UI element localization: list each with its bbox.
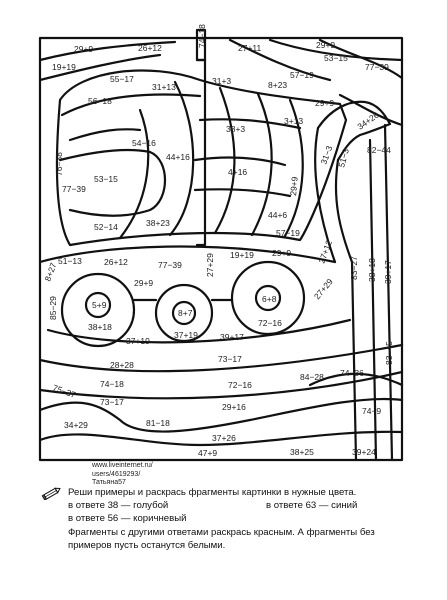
label: 72−16 [258, 318, 282, 328]
label: 53−15 [324, 53, 348, 63]
instruction-line: Реши примеры и раскрась фрагменты картинки в нужные цвета. [68, 487, 357, 498]
label: 4+16 [228, 167, 248, 177]
label: 74−9 [362, 406, 382, 416]
label: 83−27 [349, 256, 359, 280]
label: 27+29 [205, 253, 215, 277]
instructions [46, 486, 441, 552]
label: 52−14 [94, 222, 118, 232]
label: 74−36 [340, 368, 364, 378]
label: 26+12 [104, 257, 128, 267]
rule-brown: в ответе 56 — коричневый [68, 513, 187, 525]
label: 74−18 [100, 379, 124, 389]
instruction-line: Фрагменты с другими ответами раскрась красным. А фрагменты без [68, 526, 375, 538]
right-col-1 [352, 262, 356, 460]
label: 85−29 [48, 296, 58, 320]
shield-left-outer [62, 274, 134, 346]
label: 5+9 [92, 300, 107, 310]
label: 38+18 [88, 322, 112, 332]
sail-curve-2 [70, 129, 140, 140]
label: 26+12 [138, 43, 162, 53]
label: 31−3 [318, 144, 335, 166]
label: 77−39 [365, 62, 389, 72]
rule-dark-blue: в ответе 63 — синий [266, 500, 358, 512]
label: 19+19 [230, 250, 254, 260]
label: 83−45 [384, 341, 394, 365]
label: 44+6 [268, 210, 288, 220]
label: 28+28 [110, 360, 134, 370]
label: 73−17 [100, 397, 124, 407]
label: 57−19 [290, 70, 314, 80]
label: 81−18 [146, 418, 170, 428]
label: 54−16 [132, 138, 156, 148]
label: 77−39 [158, 260, 182, 270]
label: 84−28 [300, 372, 324, 382]
label: 51−13 [58, 256, 82, 266]
label: 38+18 [367, 258, 377, 282]
label: 29+9 [134, 278, 154, 288]
label: 27+29 [311, 276, 335, 302]
sail-curve-1 [62, 94, 200, 115]
label: 34+26 [355, 109, 381, 132]
label: 6+8 [262, 294, 277, 304]
label: 39+24 [352, 447, 376, 457]
label: 38+23 [146, 218, 170, 228]
label: 51−3 [336, 147, 351, 169]
label: 76−38 [54, 152, 64, 176]
label: 31+3 [212, 76, 232, 86]
color-rules-row [46, 499, 441, 512]
label: 44+16 [166, 152, 190, 162]
label: 73−17 [218, 354, 242, 364]
label: 55−17 [110, 74, 134, 84]
label: 29+9 [315, 98, 335, 108]
credit-text [92, 462, 153, 488]
label: 8+7 [178, 308, 193, 318]
label: 8+23 [268, 80, 288, 90]
label: 82−44 [367, 145, 391, 155]
label: 37+26 [212, 433, 236, 443]
label: 29+9 [272, 248, 292, 258]
label: 29+9 [316, 40, 336, 50]
label: 75−37 [51, 382, 78, 401]
label: 29+9 [288, 176, 300, 197]
wave-1 [40, 399, 402, 432]
credit-line: Татьяна57 [92, 479, 126, 486]
label: 39+17 [383, 260, 393, 284]
right-col-3 [385, 125, 392, 460]
label: 29+9 [74, 44, 94, 54]
instruction-line: примеров пусть останутся белыми. [68, 539, 226, 551]
label: 74−18 [197, 24, 207, 48]
label: 3+13 [284, 116, 304, 126]
label: 38+3 [226, 124, 246, 134]
label: 38+25 [290, 447, 314, 457]
mast-lower [197, 60, 205, 245]
credit-line: users/4619293/ [92, 470, 141, 478]
label: 47+9 [198, 448, 218, 458]
label: 34+29 [64, 420, 88, 430]
label: 39+17 [220, 332, 244, 342]
label: 57−19 [276, 228, 300, 238]
label: 8+27 [42, 261, 59, 283]
sail-curve-10 [195, 189, 290, 196]
label: 27+12 [316, 238, 335, 265]
credit-line: www.liveinternet.ru/ [92, 462, 153, 469]
label: 29+16 [222, 402, 246, 412]
label: 27+11 [238, 43, 262, 53]
label: 37+19 [126, 336, 150, 346]
dragon-neck-2 [336, 160, 352, 262]
label: 19+19 [52, 62, 76, 72]
label: 53−15 [94, 174, 118, 184]
label: 37+19 [174, 330, 198, 340]
label: 56−18 [88, 96, 112, 106]
sail-curve-6 [215, 88, 234, 233]
label: 77−39 [62, 184, 86, 194]
label: 31+13 [152, 82, 176, 92]
label: 72−16 [228, 380, 252, 390]
rule-light-blue: в ответе 38 — голубой [68, 500, 169, 512]
